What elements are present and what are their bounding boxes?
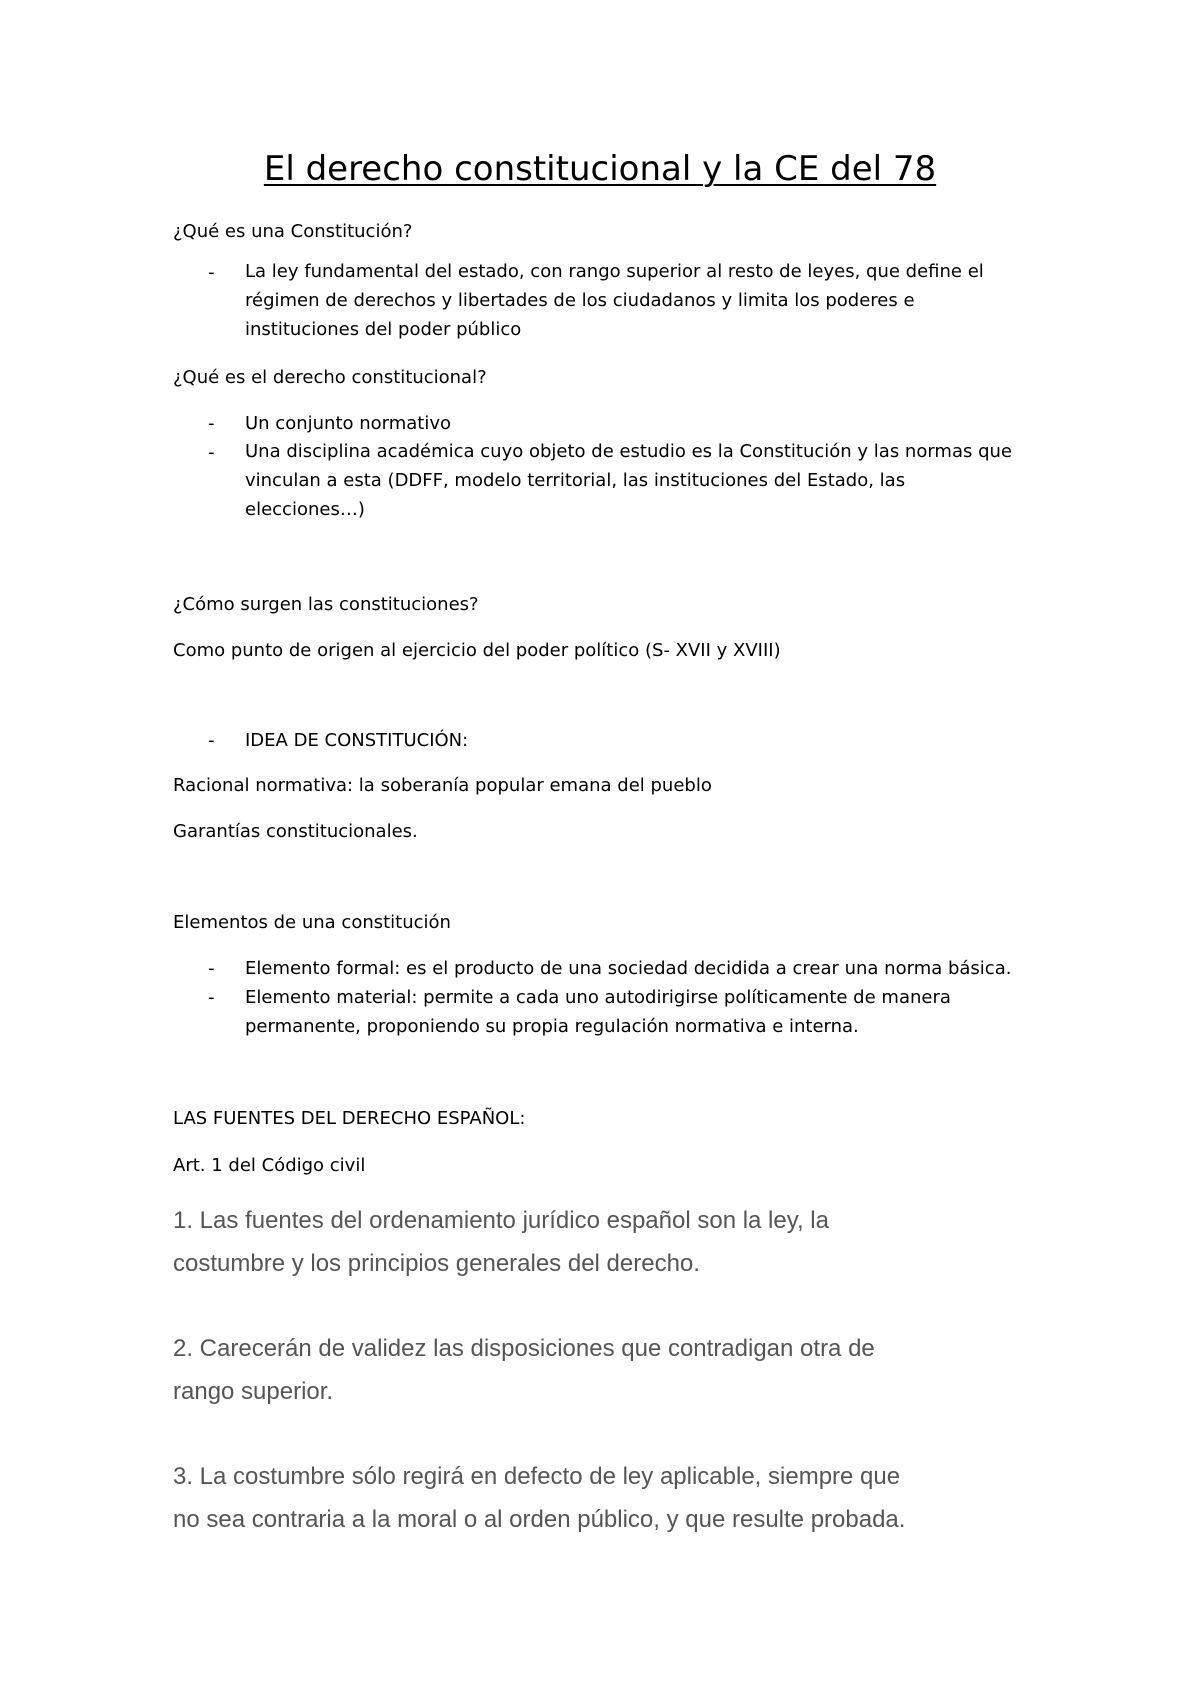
article-paragraph: costumbre y los principios generales del derecho. [173,1250,700,1277]
list-item: Elemento formal: es el producto de una sociedad decidida a crear una norma básica. [245,958,1012,979]
list-item: elecciones…) [245,499,365,520]
question-what-is-constitution: ¿Qué es una Constitución? [173,221,413,242]
article-paragraph: 2. Carecerán de validez las disposiciones que contradigan otra de [173,1335,875,1362]
article-paragraph: 1. Las fuentes del ordenamiento jurídico español son la ley, la [173,1207,829,1234]
document-title: El derecho constitucional y la CE del 78 [263,149,937,189]
article-paragraph: rango superior. [173,1378,334,1405]
idea-heading: IDEA DE CONSTITUCIÓN: [245,730,469,751]
bullet-dash: - [208,958,215,979]
bullet-dash: - [208,413,215,434]
bullet-dash: - [208,262,215,283]
answer-line: régimen de derechos y libertades de los ciudadanos y limita los poderes e [245,290,915,311]
elements-heading: Elementos de una constitución [173,912,451,933]
question-how-constitutions-arise: ¿Cómo surgen las constituciones? [173,594,479,615]
list-item: Un conjunto normativo [245,413,452,434]
question-constitutional-law: ¿Qué es el derecho constitucional? [173,367,487,388]
article-paragraph: no sea contraria a la moral o al orden público, y que resulte probada. [173,1506,906,1533]
list-item: permanente, proponiendo su propia regulación normativa e interna. [245,1016,859,1037]
answer-line: La ley fundamental del estado, con rango superior al resto de leyes, que define el [245,261,984,282]
idea-line: Racional normativa: la soberanía popular emana del pueblo [173,775,712,796]
bullet-dash: - [208,442,215,463]
bullet-dash: - [208,730,215,751]
bullet-dash: - [208,987,215,1008]
sources-heading: LAS FUENTES DEL DERECHO ESPAÑOL: [173,1108,526,1129]
list-item: Una disciplina académica cuyo objeto de estudio es la Constitución y las normas que [245,441,1013,462]
list-item: vinculan a esta (DDFF, modelo territorial, las instituciones del Estado, las [245,470,906,491]
article-reference: Art. 1 del Código civil [173,1155,366,1176]
idea-line: Garantías constitucionales. [173,821,418,842]
article-paragraph: 3. La costumbre sólo regirá en defecto de ley aplicable, siempre que [173,1463,901,1490]
answer-text: Como punto de origen al ejercicio del poder político (S- XVII y XVIII) [173,640,781,661]
list-item: Elemento material: permite a cada uno autodirigirse políticamente de manera [245,987,951,1008]
answer-line: instituciones del poder público [245,319,522,340]
